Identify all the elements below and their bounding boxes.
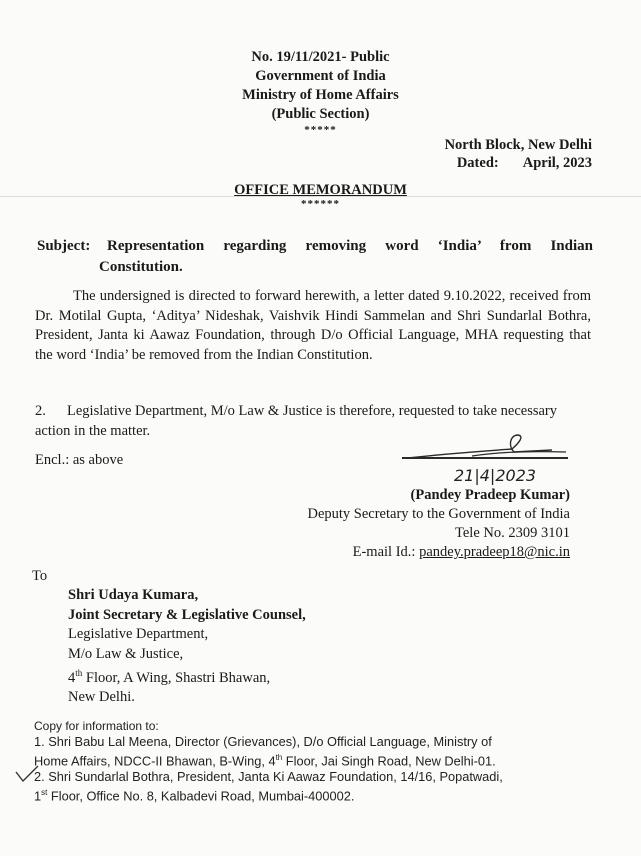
paragraph-number: 2. <box>35 403 46 419</box>
ministry-name: Ministry of Home Affairs <box>242 87 399 103</box>
addressee-department: Legislative Department, <box>68 626 209 642</box>
copy-item-2-line-2 <box>34 785 594 804</box>
copy-item-1-pre: Home Affairs, NDCC-II Bhawan, B-Wing, 4 <box>34 753 276 769</box>
memo-stars: ****** <box>301 198 340 210</box>
handwritten-date: 21|4|2023 <box>454 466 537 485</box>
addressee-name: Shri Udaya Kumara, <box>68 587 199 603</box>
copy-item-2-pre: 1 <box>34 788 42 804</box>
copy-heading: Copy for information to: <box>34 719 159 733</box>
copy-item-1-post: Floor, Jai Singh Road, New Delhi-01. <box>282 753 496 769</box>
email-address[interactable]: pandey.pradeep18@nic.in <box>419 544 570 560</box>
addressee-title: Joint Secretary & Legislative Counsel, <box>68 606 306 623</box>
addressee-ministry: M/o Law & Justice, <box>68 645 184 662</box>
location: North Block, New Delhi <box>444 137 592 153</box>
floor-suffix: th <box>75 668 83 678</box>
copy-item-1-line-1: 1. Shri Babu Lal Meena, Director (Grievances), D/o Official Language, Ministry of <box>34 734 492 749</box>
memo-title: OFFICE MEMORANDUM <box>234 182 407 198</box>
addressee-block <box>68 586 388 708</box>
telephone: Tele No. 2309 3101 <box>455 525 570 541</box>
place-date-block <box>400 136 592 172</box>
dated-value: April, 2023 <box>522 155 592 171</box>
floor-rest: Floor, A Wing, Shastri Bhawan, <box>82 669 271 686</box>
subject-text-1: Representation regarding removing word ‘India’ from Indian <box>107 238 593 254</box>
to-label: To <box>32 568 48 584</box>
subject-block <box>37 236 593 278</box>
floor-number: 4 <box>68 669 76 686</box>
file-number: No. 19/11/2021- Public <box>251 49 390 65</box>
copy-item-2-sup: st <box>41 788 48 798</box>
copy-block <box>34 718 594 805</box>
copy-item-2-line-1: 2. Shri Sundarlal Bothra, President, Janta Ki Aawaz Foundation, 14/16, Popatwadi, <box>34 769 503 785</box>
signatory-designation: Deputy Secretary to the Government of India <box>307 506 570 522</box>
subject-label: Subject: <box>37 238 91 254</box>
addressee-floor <box>68 664 388 688</box>
enclosure-note: Encl.: as above <box>35 452 124 468</box>
body-paragraph-1: The undersigned is directed to forward herewith, a letter dated 9.10.2022, received from Dr. Motilal Gupta, ‘Aditya’ Nideshak, Vaishvik Hindi Sammelan and Shri Sundarlal Bothra, President, Janta ki Aawaz Foundation, through D/o Official Language, MHA requesting that the word ‘India’ be removed from the Indian Constitution. <box>35 288 591 363</box>
section-name: (Public Section) <box>271 106 370 122</box>
copy-item-2-post: Floor, Office No. 8, Kalbadevi Road, Mumbai-400002. <box>47 788 355 804</box>
addressee-city: New Delhi. <box>68 689 135 706</box>
signature-line <box>402 457 568 459</box>
signature-block <box>250 486 570 562</box>
copy-item-1-line-2 <box>34 750 594 769</box>
tick-mark-icon <box>14 764 40 784</box>
dated-row <box>400 154 592 172</box>
memo-title-block <box>0 182 641 210</box>
subject-text-2: Constitution. <box>99 259 183 275</box>
government-name: Government of India <box>255 68 386 84</box>
dated-label: Dated: <box>456 155 499 171</box>
copy-item-1-sup: th <box>275 753 283 762</box>
email-label: E-mail Id.: <box>352 544 416 560</box>
header-stars: ***** <box>304 124 337 136</box>
signatory-name: (Pandey Pradeep Kumar) <box>410 487 570 503</box>
letterhead <box>0 48 641 136</box>
paragraph-2-text: Legislative Department, M/o Law & Justice is therefore, requested to take necessary action in the matter. <box>35 403 558 439</box>
subject-line-1 <box>37 236 593 257</box>
email-row <box>250 543 570 562</box>
